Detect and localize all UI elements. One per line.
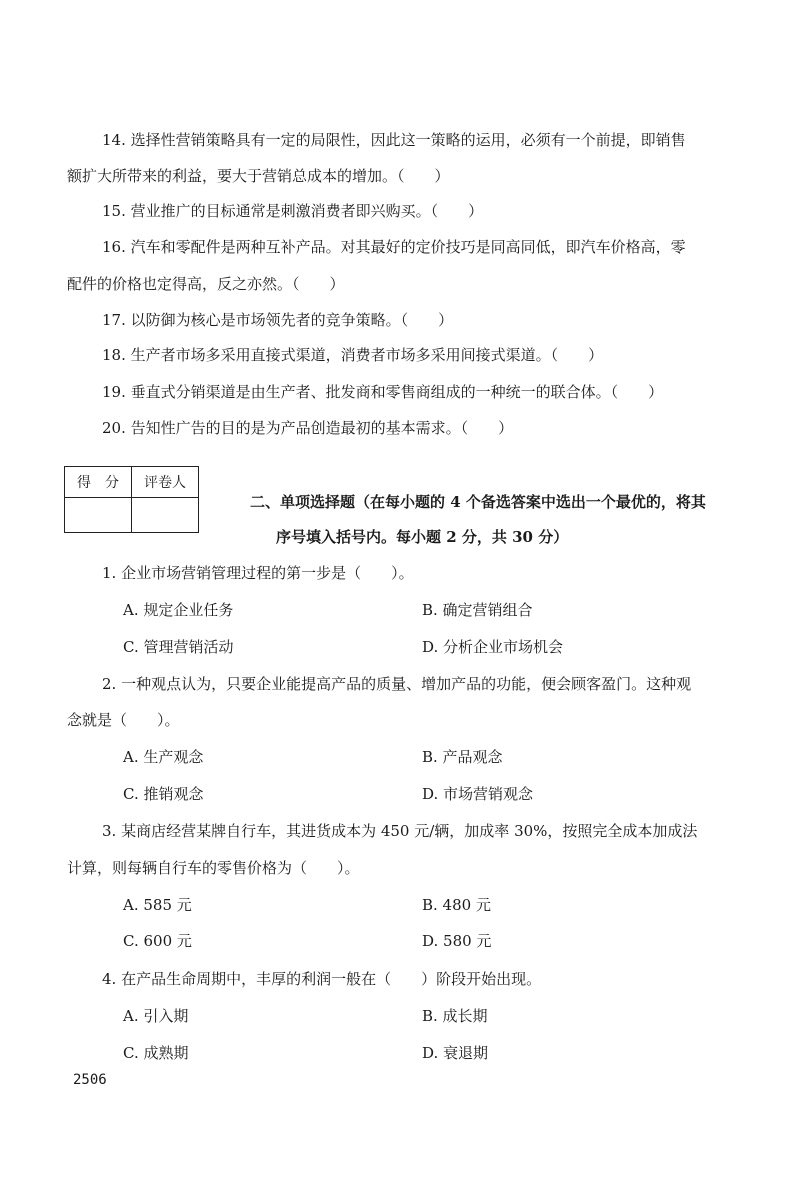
question-3-option-c: C. 600 元	[123, 932, 192, 950]
question-1-option-b: B. 确定营销组合	[422, 601, 533, 619]
grader-label: 评卷人	[132, 467, 199, 498]
tf-item-20: 20. 告知性广告的目的是为产品创造最初的基本需求。（ ）	[102, 419, 514, 437]
question-3-option-d: D. 580 元	[422, 932, 492, 950]
tf-item-16-line1: 16. 汽车和零配件是两种互补产品。对其最好的定价技巧是同高同低，即汽车价格高，零	[102, 238, 686, 256]
question-4-option-d: D. 衰退期	[422, 1044, 489, 1062]
question-3-option-b: B. 480 元	[422, 896, 491, 914]
section-2-title-line2: 序号填入括号内。每小题 2 分，共 30 分）	[276, 528, 569, 546]
question-1-option-a: A. 规定企业任务	[123, 601, 234, 619]
tf-item-14-line1: 14. 选择性营销策略具有一定的局限性，因此这一策略的运用，必须有一个前提，即销售	[102, 131, 686, 149]
question-4-stem: 4. 在产品生命周期中，丰厚的利润一般在（ ）阶段开始出现。	[102, 970, 542, 988]
section-2-title-line1: 二、单项选择题（在每小题的 4 个备选答案中选出一个最优的，将其	[250, 493, 706, 511]
tf-item-19: 19. 垂直式分销渠道是由生产者、批发商和零售商组成的一种统一的联合体。（ ）	[102, 383, 664, 401]
question-4-option-a: A. 引入期	[123, 1007, 189, 1025]
question-3-stem-line1: 3. 某商店经营某牌自行车，其进货成本为 450 元/辆，加成率 30%，按照完全成本加成法	[102, 822, 698, 840]
tf-item-14-line2: 额扩大所带来的利益，要大于营销总成本的增加。（ ）	[67, 167, 450, 185]
question-4-option-c: C. 成熟期	[123, 1044, 189, 1062]
page-number: 2506	[73, 1072, 107, 1088]
score-cell[interactable]	[65, 498, 132, 533]
tf-item-16-line2: 配件的价格也定得高，反之亦然。（ ）	[67, 275, 345, 293]
question-3-stem-line2: 计算，则每辆自行车的零售价格为（ ）。	[67, 859, 360, 877]
tf-item-17: 17. 以防御为核心是市场领先者的竞争策略。（ ）	[102, 311, 454, 329]
question-1-option-c: C. 管理营销活动	[123, 638, 234, 656]
question-2-stem-line2: 念就是（ ）。	[67, 711, 180, 729]
question-2-option-c: C. 推销观念	[123, 785, 204, 803]
score-label: 得 分	[65, 467, 132, 498]
tf-item-15: 15. 营业推广的目标通常是刺激消费者即兴购买。（ ）	[102, 202, 484, 220]
tf-item-18: 18. 生产者市场多采用直接式渠道，消费者市场多采用间接式渠道。（ ）	[102, 346, 604, 364]
score-box	[64, 466, 199, 533]
question-2-stem-line1: 2. 一种观点认为，只要企业能提高产品的质量、增加产品的功能，便会顾客盈门。这种观	[102, 675, 692, 693]
question-4-option-b: B. 成长期	[422, 1007, 488, 1025]
question-2-option-b: B. 产品观念	[422, 748, 503, 766]
question-3-option-a: A. 585 元	[123, 896, 192, 914]
question-2-option-a: A. 生产观念	[123, 748, 204, 766]
question-1-stem: 1. 企业市场营销管理过程的第一步是（ ）。	[102, 564, 414, 582]
grader-cell[interactable]	[132, 498, 199, 533]
question-2-option-d: D. 市场营销观念	[422, 785, 534, 803]
question-1-option-d: D. 分析企业市场机会	[422, 638, 564, 656]
